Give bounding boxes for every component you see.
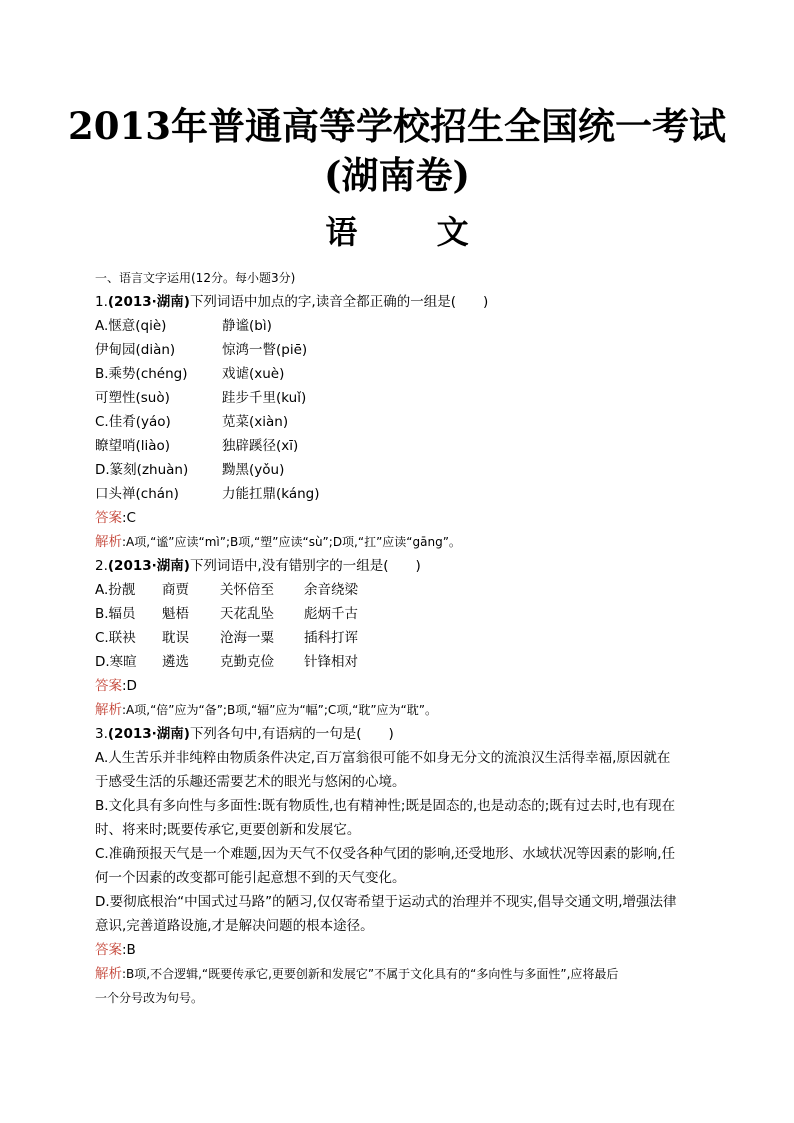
question-number: 3. bbox=[95, 726, 108, 742]
q1-option-row bbox=[95, 386, 705, 410]
q1-answer bbox=[95, 506, 705, 530]
q3-option-a-line1: A.人生苦乐并非纯粹由物质条件决定,百万富翁很可能不如身无分文的流浪汉生活得幸福,原因就在 bbox=[95, 750, 671, 766]
option-word: 插科打诨 bbox=[304, 630, 358, 646]
option-word: 彪炳千古 bbox=[304, 606, 358, 622]
q2-analysis bbox=[95, 698, 705, 722]
option-word: 商贾 bbox=[162, 582, 189, 598]
option-word: 惊鸿一瞥(piē) bbox=[222, 342, 308, 358]
option-word: 黝黑(yǒu) bbox=[222, 462, 285, 478]
q1-option-row bbox=[95, 482, 705, 506]
option-word: 天花乱坠 bbox=[220, 606, 274, 622]
q1-analysis bbox=[95, 530, 705, 554]
q1-option-row bbox=[95, 362, 705, 386]
option-word: 克勤克俭 bbox=[220, 654, 274, 670]
option-word: 沧海一粟 bbox=[220, 630, 274, 646]
question-1-stem bbox=[95, 290, 705, 314]
option-word: 力能扛鼎(káng) bbox=[222, 486, 320, 502]
q3-option-d-line2: 意识,完善道路设施,才是解决问题的根本途径。 bbox=[95, 918, 374, 934]
option-word: 静谧(bì) bbox=[222, 318, 272, 334]
exam-content bbox=[95, 266, 705, 1010]
option-word: 针锋相对 bbox=[304, 654, 358, 670]
option-word: 戏谑(xuè) bbox=[222, 366, 285, 382]
q3-analysis-line1 bbox=[95, 962, 705, 986]
option-word: C.佳肴(yáo) bbox=[95, 414, 171, 430]
analysis-label: 解析 bbox=[95, 702, 122, 718]
analysis-label: 解析 bbox=[95, 966, 122, 982]
q2-option-row bbox=[95, 578, 705, 602]
q1-option-row bbox=[95, 314, 705, 338]
q3-option-d-line1: D.要彻底根治“中国式过马路”的陋习,仅仅寄希望于运动式的治理并不现实,倡导交通文明,增强法律 bbox=[95, 894, 677, 910]
q3-option-c-line2: 何一个因素的改变都可能引起意想不到的天气变化。 bbox=[95, 870, 406, 886]
question-text: 下列各句中,有语病的一句是( ) bbox=[189, 726, 394, 742]
option-word: D.篆刻(zhuàn) bbox=[95, 462, 189, 478]
q1-option-row bbox=[95, 458, 705, 482]
q3-answer bbox=[95, 938, 705, 962]
option-word: A.扮靓 bbox=[95, 582, 136, 598]
q3-option-b-line1: B.文化具有多向性与多面性:既有物质性,也有精神性;既是固态的,也是动态的;既有过去时,也有现在 bbox=[95, 798, 676, 814]
q2-option-row bbox=[95, 626, 705, 650]
exam-title-line2: (湖南卷) bbox=[323, 153, 470, 197]
q1-option-row bbox=[95, 434, 705, 458]
q3-option-c-line1: C.准确预报天气是一个难题,因为天气不仅受各种气团的影响,还受地形、水域状况等因素的影响,任 bbox=[95, 846, 676, 862]
q3-analysis-line2: 一个分号改为句号。 bbox=[95, 991, 204, 1005]
option-word: A.惬意(qiè) bbox=[95, 318, 167, 334]
option-word: 跬步千里(kuǐ) bbox=[222, 390, 307, 406]
analysis-label: 解析 bbox=[95, 534, 122, 550]
analysis-text: :A项,“倍”应为“备”;B项,“辐”应为“幅”;C项,“耽”应为“耽”。 bbox=[122, 703, 437, 717]
option-word: 余音绕梁 bbox=[304, 582, 358, 598]
option-word: 关怀倍至 bbox=[220, 582, 274, 598]
answer-label: 答案 bbox=[95, 942, 122, 958]
q3-option-b-line2: 时、将来时;既要传承它,更要创新和发展它。 bbox=[95, 822, 361, 838]
question-3-stem bbox=[95, 722, 705, 746]
question-number: 2. bbox=[95, 558, 108, 574]
option-word: 独辟蹊径(xī) bbox=[222, 438, 299, 454]
answer-label: 答案 bbox=[95, 510, 122, 526]
option-word: B.乘势(chéng) bbox=[95, 366, 188, 382]
question-source: (2013·湖南) bbox=[107, 294, 190, 310]
option-word: 口头禅(chán) bbox=[95, 486, 179, 502]
question-number: 1. bbox=[95, 294, 108, 310]
exam-title-line1: 2013年普通高等学校招生全国统一考试 bbox=[68, 104, 726, 148]
answer-value: :B bbox=[122, 942, 136, 958]
option-word: C.联袂 bbox=[95, 630, 136, 646]
option-word: 伊甸园(diàn) bbox=[95, 342, 176, 358]
option-word: 可塑性(suò) bbox=[95, 390, 170, 406]
option-word: D.寒暄 bbox=[95, 654, 137, 670]
option-word: 苋菜(xiàn) bbox=[222, 414, 289, 430]
question-source: (2013·湖南) bbox=[107, 726, 190, 742]
subject-heading bbox=[0, 212, 794, 252]
q2-option-row bbox=[95, 602, 705, 626]
q1-option-row bbox=[95, 410, 705, 434]
q2-option-row bbox=[95, 650, 705, 674]
analysis-text: :B项,不合逻辑,“既要传承它,更要创新和发展它”不属于文化具有的“多向性与多面性”,应将最后 bbox=[122, 967, 619, 981]
q1-option-row bbox=[95, 338, 705, 362]
q3-option-a-line2: 于感受生活的乐趣还需要艺术的眼光与悠闲的心境。 bbox=[95, 774, 406, 790]
subject-text: 语 文 bbox=[325, 213, 503, 251]
question-text: 下列词语中,没有错别字的一组是( ) bbox=[189, 558, 421, 574]
option-word: B.辐员 bbox=[95, 606, 136, 622]
question-source: (2013·湖南) bbox=[107, 558, 190, 574]
question-2-stem bbox=[95, 554, 705, 578]
option-word: 遴选 bbox=[162, 654, 189, 670]
answer-value: :C bbox=[122, 510, 136, 526]
analysis-text: :A项,“谧”应读“mì”;B项,“塑”应读“sù”;D项,“扛”应读“gāng”。 bbox=[122, 535, 461, 549]
question-text: 下列词语中加点的字,读音全都正确的一组是( ) bbox=[189, 294, 489, 310]
option-word: 魁梧 bbox=[162, 606, 189, 622]
q2-answer bbox=[95, 674, 705, 698]
answer-value: :D bbox=[122, 678, 137, 694]
option-word: 耽误 bbox=[162, 630, 189, 646]
answer-label: 答案 bbox=[95, 678, 122, 694]
option-word: 瞭望哨(liào) bbox=[95, 438, 171, 454]
section-heading: 一、语言文字运用(12分。每小题3分) bbox=[95, 271, 296, 285]
